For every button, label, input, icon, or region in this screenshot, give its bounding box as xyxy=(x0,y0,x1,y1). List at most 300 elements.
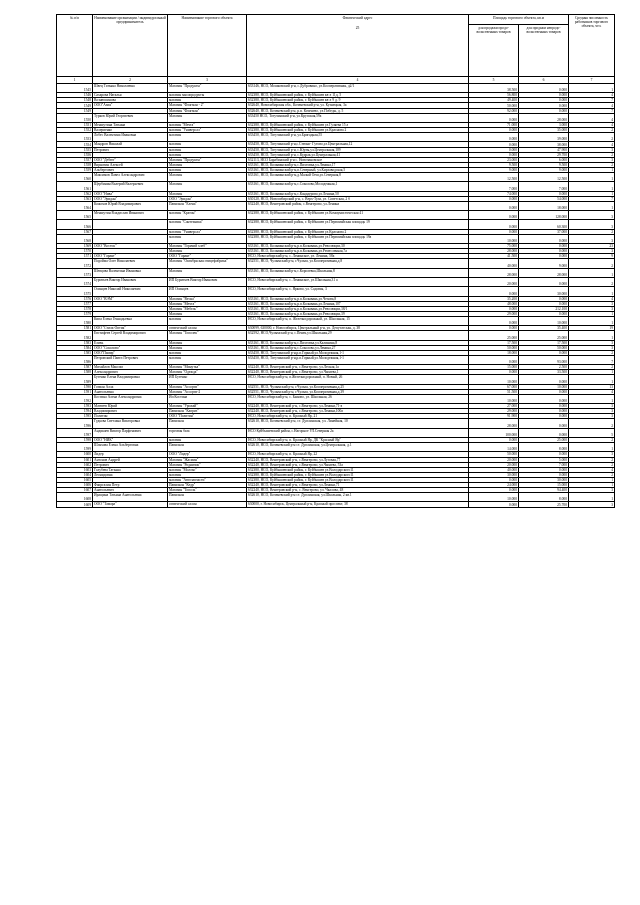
row-organization: ООО "Гарант" xyxy=(93,254,168,259)
row-staff: 3 xyxy=(569,249,615,254)
row-object-name: магазин "Автозапчасти" xyxy=(168,477,247,482)
row-number: 1575 xyxy=(57,287,93,296)
row-staff: 7 xyxy=(569,355,615,364)
row-organization: Подойма Олег Николаевич xyxy=(93,259,168,268)
row-area-food: 0.000 xyxy=(469,355,519,364)
row-address: 633450, НСО, Тогучинский р-н,р.п.Горный,ул.Молодежная,1-1 xyxy=(247,355,469,364)
row-area-food: 9.500 xyxy=(469,162,519,167)
row-area-food: 25.000 xyxy=(469,331,519,340)
register-sheet xyxy=(56,14,614,508)
row-area-nonfood: 18.000 xyxy=(519,201,569,210)
table-row xyxy=(57,331,615,340)
row-area-nonfood: 0.000 xyxy=(519,277,569,286)
row-staff: 2 xyxy=(569,365,615,370)
row-staff: 3 xyxy=(569,147,615,152)
row-address: 633161, НСО, Колыванский р-н,с.Кандаурово,ул.Ленина,50 xyxy=(247,191,469,196)
row-staff: 4 xyxy=(569,467,615,472)
row-object-name: магазин xyxy=(168,350,247,355)
row-object-name: магазин xyxy=(168,98,247,103)
row-object-name: торговая база xyxy=(168,428,247,437)
row-organization: Валериенко xyxy=(93,128,168,133)
row-area-food: 10.000 xyxy=(469,234,519,243)
row-address: 632240, НСО, Венгеровский р-н, с.Венгерово, ул.Чапаева,1 xyxy=(247,370,469,375)
row-staff: 1 xyxy=(569,482,615,487)
row-area-nonfood: 28.000 xyxy=(519,268,569,277)
row-number: 1552 xyxy=(57,128,93,133)
row-organization: Петровский Павел Петрович xyxy=(93,355,168,364)
row-area-nonfood: 35.000 xyxy=(519,128,569,133)
row-address: НСО, Новосибирский р-н, с. Быково, ул. Школьная, 26 xyxy=(247,394,469,403)
row-area-food: 28.000 xyxy=(469,268,519,277)
row-area-food: 0.000 xyxy=(469,287,519,296)
row-staff: 2 xyxy=(569,277,615,286)
table-row xyxy=(57,355,615,364)
row-organization: Леонидовна xyxy=(93,472,168,477)
row-organization: Вознюшинова xyxy=(93,98,168,103)
row-address: 633450, НСО, Тогучинский р-н,р.п.Горный,ул.Молодежная,1-1 xyxy=(247,350,469,355)
row-area-food: 29.000 xyxy=(469,311,519,316)
row-object-name: Ип Костина xyxy=(168,394,247,403)
row-area-nonfood: 0.000 xyxy=(519,375,569,384)
header-staff: Средняя численность работников торгового объекта, чел. xyxy=(569,15,615,77)
row-address: 632380, НСО, Куйбышевский район, г. Куйбышев кв-л 11д, 5 xyxy=(247,93,469,98)
row-area-food: 48.000 xyxy=(469,301,519,306)
row-address: 630000, г. Новосибирск, Центральный р-н, Красный проспект, 38 xyxy=(247,502,469,507)
row-staff: 1 xyxy=(569,331,615,340)
row-organization: Меншутина Татьяна xyxy=(93,122,168,127)
row-address: 632551, НСО, Чулымский р-н, г.Чулым, ул.Кооперативная,д.8 xyxy=(247,259,469,268)
row-number: 1596 xyxy=(57,419,93,428)
row-organization: Кожохов Юрий Владимирович xyxy=(93,201,168,210)
row-address: 633161, НСО, Колыванский р-н,р.п.Колывань,ул.Революции,30 xyxy=(247,244,469,249)
row-address: 633161, НСО, Колыванский р-н,р.п.Колывань,ул.Революции,38/1 xyxy=(247,306,469,311)
row-organization: ООО "Восток" xyxy=(93,244,168,249)
row-object-name: магазин "Молоко" xyxy=(168,467,247,472)
row-object-name: Павильон xyxy=(168,443,247,452)
row-organization: Антонов Андрей xyxy=(93,457,168,462)
row-object-name: Магазин "Горячий хлеб" xyxy=(168,244,247,249)
row-number: 1557 xyxy=(57,157,93,162)
row-organization: Михайлов Максим xyxy=(93,365,168,370)
row-staff: 1 xyxy=(569,443,615,452)
row-address: 632240, НСО, Венгеровский р-н, с.Венгерово, ул.Луговая,77 xyxy=(247,457,469,462)
row-staff: 3 xyxy=(569,409,615,414)
row-number: 1546 xyxy=(57,93,93,98)
row-staff: 23 xyxy=(569,244,615,249)
row-area-nonfood: 9.000 xyxy=(519,167,569,172)
row-object-name: магазин "Универсал" xyxy=(168,229,247,234)
row-area-nonfood: 39.000 xyxy=(519,133,569,142)
row-area-nonfood: 0.000 xyxy=(519,296,569,301)
row-organization: Евстифеев Сергей Владимирович xyxy=(93,331,168,340)
row-staff: 2 xyxy=(569,229,615,234)
row-number: 1580 xyxy=(57,316,93,325)
row-area-nonfood: 10.000 xyxy=(519,384,569,389)
row-organization: Петрович xyxy=(93,462,168,467)
row-address: 633161, НСО, Колыванский р-н,с.Пихтовка,ул.Ленина,17 xyxy=(247,162,469,167)
row-area-food: 75.000 xyxy=(469,244,519,249)
row-staff: 2 xyxy=(569,472,615,477)
row-number: 1563 xyxy=(57,196,93,201)
row-object-name: Павильон xyxy=(168,419,247,428)
row-area-nonfood: 0.000 xyxy=(519,249,569,254)
row-area-nonfood: 0.000 xyxy=(519,467,569,472)
row-number: 1601 xyxy=(57,457,93,462)
row-organization: Щербинин Валерий Валерьевич xyxy=(93,182,168,191)
row-address: НСО, Новосибирский р-н, п.Железнодорожный, п. Новый, 26 xyxy=(247,375,469,384)
row-organization: ООО"Памир" xyxy=(93,350,168,355)
row-area-nonfood: 0.000 xyxy=(519,414,569,419)
row-area-nonfood: 12.500 xyxy=(519,173,569,182)
row-organization xyxy=(93,234,168,243)
row-area-food: 17.500 xyxy=(469,340,519,345)
row-number: 1558 xyxy=(57,162,93,167)
table-body xyxy=(57,84,615,508)
table-row xyxy=(57,220,615,229)
row-area-food: 20.000 xyxy=(469,277,519,286)
row-area-nonfood: 0.000 xyxy=(519,191,569,196)
row-area-food: 18.000 xyxy=(469,350,519,355)
row-number: 1609 xyxy=(57,502,93,507)
row-area-food: 35.200 xyxy=(469,296,519,301)
row-area-nonfood: 0.000 xyxy=(519,301,569,306)
row-area-food: 67.000 xyxy=(469,384,519,389)
row-organization: ООО "Эридан" xyxy=(93,196,168,201)
row-object-name: ООО "Эридан" xyxy=(168,196,247,201)
row-number: 1597 xyxy=(57,428,93,437)
row-address: 632240, НСО, Венгеровский район, с.Венгерово, ул.Ленина xyxy=(247,201,469,210)
row-address: 632380, НСО, Куйбышевский район, г. Куйбышев ул.Первомайская площадь 19а xyxy=(247,234,469,243)
row-area-nonfood: 29.700 xyxy=(519,152,569,157)
row-area-nonfood: 10.000 xyxy=(519,316,569,325)
table-row xyxy=(57,287,615,296)
row-organization: ООО "Нива" xyxy=(93,191,168,196)
row-area-food: 0.000 xyxy=(469,113,519,122)
row-object-name: Магазин "Весна" xyxy=(168,296,247,301)
header-area-nonfood: для продажи непродо-вольственных товаров xyxy=(519,25,569,77)
row-address: 632380, НСО, Куйбышевский район, г. Куйбышев кв-л 9 д. 9 xyxy=(247,98,469,103)
row-area-food: 28.000 xyxy=(469,419,519,428)
header-object: Наименование торгового объекта xyxy=(168,15,247,77)
row-area-nonfood: 0.000 xyxy=(519,394,569,403)
row-object-name: Магазин xyxy=(168,182,247,191)
row-staff: 1 xyxy=(569,167,615,172)
row-object-name: Магазин xyxy=(168,113,247,122)
row-object-name: Магазин "Продукты" xyxy=(168,84,247,93)
row-staff: 3 xyxy=(569,340,615,345)
table-row xyxy=(57,182,615,191)
row-area-food: 91.900 xyxy=(469,414,519,419)
row-area-nonfood: 60.300 xyxy=(519,220,569,229)
row-object-name: магазин xyxy=(168,167,247,172)
row-address: 632380, НСО, Куйбышевский район, г. Куйбышев ул.Коммунистическая 41 xyxy=(247,211,469,220)
row-number: 1589 xyxy=(57,375,93,384)
row-staff: 3 xyxy=(569,306,615,311)
row-number: 1591 xyxy=(57,389,93,394)
row-object-name: Магазин "Родничок" xyxy=(168,462,247,467)
row-area-food: 0.000 xyxy=(469,220,519,229)
row-object-name: магазин "Универсал" xyxy=(168,128,247,133)
row-organization: Иращина Татьяна Анатольевна xyxy=(93,493,168,502)
row-number: 1577 xyxy=(57,301,93,306)
row-area-nonfood: 28.000 xyxy=(519,113,569,122)
row-object-name: Павильон "Кедр" xyxy=(168,482,247,487)
row-staff: 2 xyxy=(569,462,615,467)
row-number: 1559 xyxy=(57,167,93,172)
row-object-name: Магазин "Мечта" xyxy=(168,301,247,306)
table-row xyxy=(57,394,615,403)
table-row xyxy=(57,502,615,507)
header-num: № п/п xyxy=(57,15,93,77)
row-address: 632240, НСО, Венгеровский р-н, с.Венгерово, ул.Ленина,100а xyxy=(247,409,469,414)
row-address: 632240, НСО, Венгеровский р-н, с.Венгерово, ул.Ленина,71 xyxy=(247,482,469,487)
row-organization: Андикаев Виктор Парфенович xyxy=(93,428,168,437)
row-object-name: Павильон "Каприз" xyxy=(168,409,247,414)
row-area-food: 50.000 xyxy=(469,345,519,350)
row-number: 1603 xyxy=(57,467,93,472)
row-area-nonfood: 0.000 xyxy=(519,84,569,93)
row-number: 1566 xyxy=(57,220,93,229)
row-staff: 4 xyxy=(569,389,615,394)
row-number: 1554 xyxy=(57,142,93,147)
row-address: 632640, Новосибирская обл., Коченевский р-н, ул. Кузнецкая, 3а xyxy=(247,103,469,108)
row-area-food: 0.000 xyxy=(469,370,519,375)
row-object-name: оптический салон xyxy=(168,502,247,507)
row-organization: Петрович xyxy=(93,147,168,152)
table-row xyxy=(57,173,615,182)
row-address: 632592, НСО,Чулымский р-н, с.Пенек,ул.Школьная,29 xyxy=(247,331,469,340)
row-organization: ООО "Тамара" xyxy=(93,502,168,507)
row-area-food: 10.000 xyxy=(469,493,519,502)
row-staff: 1 xyxy=(569,375,615,384)
row-number: 1573 xyxy=(57,268,93,277)
row-object-name: ООО "Гарант" xyxy=(168,254,247,259)
row-area-food: 92.000 xyxy=(469,108,519,113)
row-address: 632610, НСО, Коченевский р-н ст. Дуплинская, ул.Школьная, 2 кв.1 xyxy=(247,493,469,502)
table-row xyxy=(57,268,615,277)
row-area-nonfood: 37.000 xyxy=(519,229,569,234)
table-row xyxy=(57,259,615,268)
row-object-name: магазин xyxy=(168,355,247,364)
table-row xyxy=(57,201,615,210)
row-address: НСО, Новосибирский р-н, п. Красный Яр, 21 xyxy=(247,414,469,419)
row-organization: Шевцова Валентина Ивановна xyxy=(93,268,168,277)
row-staff: 2 xyxy=(569,457,615,462)
row-staff: 3 xyxy=(569,211,615,220)
row-area-nonfood: 8.000 xyxy=(519,443,569,452)
row-organization: Анатольевна xyxy=(93,389,168,394)
row-area-food: 71.000 xyxy=(469,122,519,127)
row-area-nonfood: 9.000 xyxy=(519,259,569,268)
row-staff: 3 xyxy=(569,404,615,409)
table-row xyxy=(57,234,615,243)
row-address: 632380, НСО, Куйбышевский район, г. Куйбышев ул.Володарского11 xyxy=(247,477,469,482)
row-staff: 7 xyxy=(569,196,615,201)
row-area-nonfood: 25.000 xyxy=(519,438,569,443)
row-object-name: Павильон "Елена" xyxy=(168,201,247,210)
row-staff: 13 xyxy=(569,384,615,389)
row-area-food: 40.000 xyxy=(469,467,519,472)
row-address: 632240, НСО, Венгеровский р-н, с.Венгерово, ул.Чапаева, 53а xyxy=(247,462,469,467)
row-number: 1590 xyxy=(57,384,93,389)
row-address: 633450 НСО, Тогучинский р-н, ул.Крупская,59а xyxy=(247,113,469,122)
row-area-food: 100.000 xyxy=(469,428,519,437)
row-staff: 3 xyxy=(569,301,615,306)
row-number: 1553 xyxy=(57,133,93,142)
row-staff: 7 xyxy=(569,98,615,103)
row-area-nonfood: 0.000 xyxy=(519,404,569,409)
row-object-name: магазин мясопродукты xyxy=(168,93,247,98)
row-address: 632380, НСО, Куйбышевский район, г. Куйбышев ул.Краснова 2 xyxy=(247,229,469,234)
row-area-food: 10.000 xyxy=(469,375,519,384)
row-organization: Лобес Валентина Ивановна xyxy=(93,133,168,142)
row-address: 630099, 630000, г. Новосибирск, Центральный р-н, ул. Депутатская, д. 38 xyxy=(247,326,469,331)
row-number: 1569 xyxy=(57,244,93,249)
row-address: 633161, НСО, Колыванский р-н,р.п.Колывань,ул.Ремесленная,7а xyxy=(247,249,469,254)
row-organization: Альбертович xyxy=(93,167,168,172)
row-staff: 5 xyxy=(569,428,615,437)
row-area-nonfood: 0.000 xyxy=(519,254,569,259)
row-area-food: 23.000 xyxy=(469,157,519,162)
row-area-food: 30.000 xyxy=(469,472,519,477)
row-address: НСО, Новосибирский р-н, п. Железнодорожный, ул. Школьная, 15 xyxy=(247,316,469,325)
row-address: 633450, НСО, Тогучинский р-н, ул.Бригадная,55 xyxy=(247,133,469,142)
row-object-name: ИП Бурмтьев Виктор Иванович xyxy=(168,277,247,286)
row-address: 632113, НСО Барабинский р-н с. Новочановское xyxy=(247,157,469,162)
row-object-name: Магазин "Ассорти-2 xyxy=(168,389,247,394)
row-staff: 1 xyxy=(569,316,615,325)
row-address: 632240, НСО, Венгеровский р-н, с.Венгерово, ул.Ленина,71-а xyxy=(247,404,469,409)
row-address: 632380, НСО, Куйбышевский район, г. Куйбышев ул.Володарского11 xyxy=(247,467,469,472)
row-address: 633146, НСО, Мошковский р-н, с.Дубровино, ул.Кооперативная, д2/1 xyxy=(247,84,469,93)
row-staff: 2 xyxy=(569,438,615,443)
column-number: 2 xyxy=(93,77,168,84)
row-area-nonfood: 17.500 xyxy=(519,340,569,345)
row-number: 1579 xyxy=(57,311,93,316)
row-address: 633161, НСО, Колыванский р-н,с.Королевка,Школьная,8 xyxy=(247,268,469,277)
row-organization: Лидер xyxy=(93,452,168,457)
row-object-name: Магазин "Ассорти" xyxy=(168,384,247,389)
row-area-nonfood: 2.500 xyxy=(519,365,569,370)
table-row xyxy=(57,493,615,502)
row-staff: 4 xyxy=(569,113,615,122)
row-object-name: ИП Осинцев xyxy=(168,287,247,296)
row-object-name: Магазин xyxy=(168,191,247,196)
row-staff: 3 xyxy=(569,488,615,493)
header-row xyxy=(57,15,615,25)
row-number: 1602 xyxy=(57,462,93,467)
row-area-food: 0.000 xyxy=(469,147,519,152)
row-staff: 4 xyxy=(569,142,615,147)
row-area-nonfood: 30.000 xyxy=(519,287,569,296)
row-staff: 2 xyxy=(569,259,615,268)
row-address: 633161, НСО, Колыванский р-н,д.Малый Оеш,ул.Северная,8 xyxy=(247,173,469,182)
row-number: 1605 xyxy=(57,477,93,482)
row-object-name: Магазин xyxy=(168,340,247,345)
row-staff: 1 xyxy=(569,173,615,182)
row-area-nonfood: 0.000 xyxy=(519,409,569,414)
row-area-nonfood: 8.000 xyxy=(519,493,569,502)
row-number: 1560 xyxy=(57,173,93,182)
retail-objects-table xyxy=(56,14,615,508)
row-area-nonfood: 0.000 xyxy=(519,350,569,355)
table-row xyxy=(57,443,615,452)
row-object-name: магазин xyxy=(168,152,247,157)
row-number: 1587 xyxy=(57,365,93,370)
row-organization: ООО "НИК" xyxy=(93,438,168,443)
row-area-nonfood: 0.000 xyxy=(519,244,569,249)
row-number: 1593 xyxy=(57,404,93,409)
row-number: 1607 xyxy=(57,488,93,493)
row-number: 1549 xyxy=(57,103,93,108)
row-number: 1606 xyxy=(57,482,93,487)
row-staff: 2 xyxy=(569,350,615,355)
row-area-food: 0.000 xyxy=(469,316,519,325)
row-organization: ООО "Соколово" xyxy=(93,345,168,350)
row-area-food: 27.000 xyxy=(469,404,519,409)
row-organization: Голубева Татьяна xyxy=(93,467,168,472)
row-staff: 4 xyxy=(569,296,615,301)
row-staff: 19 xyxy=(569,326,615,331)
row-organization: Костина Алена Александровна xyxy=(93,394,168,403)
column-number: 6 xyxy=(519,77,569,84)
row-address: 633450, НСО, Тогучинский р-н, с.Юрты,ул.Центральная,109 xyxy=(247,147,469,152)
row-organization: Бутенко Елена Владимировна xyxy=(93,375,168,384)
row-organization: Максимов Павел Александрович xyxy=(93,173,168,182)
row-object-name: Магазин "Флагман" xyxy=(168,108,247,113)
table-row xyxy=(57,211,615,220)
row-staff: 1 xyxy=(569,84,615,93)
row-object-name: магазин xyxy=(168,472,247,477)
row-number: 1595 xyxy=(57,414,93,419)
row-address: НСО, Новосибирский р-н, с. Ярково, ул. Садовая, 3 xyxy=(247,287,469,296)
row-address: 633161, НСО, Колыванский р-н,п.Северный, ул.Кирзаводская,5 xyxy=(247,167,469,172)
row-object-name: Магазин "Октябрьская птицефабрика" xyxy=(168,259,247,268)
row-area-nonfood: 0.000 xyxy=(519,234,569,243)
row-organization: Осинцев Николай Николаевич xyxy=(93,287,168,296)
row-staff: 1 xyxy=(569,311,615,316)
row-address: 632380, НСО, Куйбышевский район, г. Куйбышев ул.Гуляева 15 а xyxy=(247,122,469,127)
row-area-nonfood: 0.000 xyxy=(519,452,569,457)
row-staff: 1 xyxy=(569,287,615,296)
row-area-food: 50.000 xyxy=(469,452,519,457)
row-staff: 2 xyxy=(569,162,615,167)
row-area-nonfood: 5.000 xyxy=(519,457,569,462)
row-number: 1571 xyxy=(57,254,93,259)
row-organization: Владимирович xyxy=(93,409,168,414)
row-number: 1545 xyxy=(57,84,93,93)
row-area-nonfood: 0.000 xyxy=(519,389,569,394)
row-area-food: 0.000 xyxy=(469,211,519,220)
row-address: НСО, Новосибирский р-н, п. Красный Яр, ДК "Красный Яр" xyxy=(247,438,469,443)
row-object-name: магазин xyxy=(168,133,247,142)
row-address: 633450, НСО, Тогучинский р-н,с.Степно- Гутово,ул.Центральная,12 xyxy=(247,142,469,147)
row-staff: 3 xyxy=(569,220,615,229)
row-object-name: Магазин xyxy=(168,345,247,350)
row-object-name: Магазин "Одежда" xyxy=(168,370,247,375)
row-area-nonfood: 25.000 xyxy=(519,331,569,340)
row-address: НСО, Новосибирский р-н, п. Красный Яр, 22 xyxy=(247,452,469,457)
row-area-food: 15.000 xyxy=(469,365,519,370)
row-staff: 3 xyxy=(569,452,615,457)
row-number: 1594 xyxy=(57,409,93,414)
header-area: Площадь торгового объекта, кв.м xyxy=(469,15,569,25)
row-object-name: ООО "Лидер" xyxy=(168,452,247,457)
row-area-food: 0.000 xyxy=(469,142,519,147)
row-area-food: 24.000 xyxy=(469,482,519,487)
row-area-food: 0.000 xyxy=(469,438,519,443)
row-area-food: 9.000 xyxy=(469,167,519,172)
